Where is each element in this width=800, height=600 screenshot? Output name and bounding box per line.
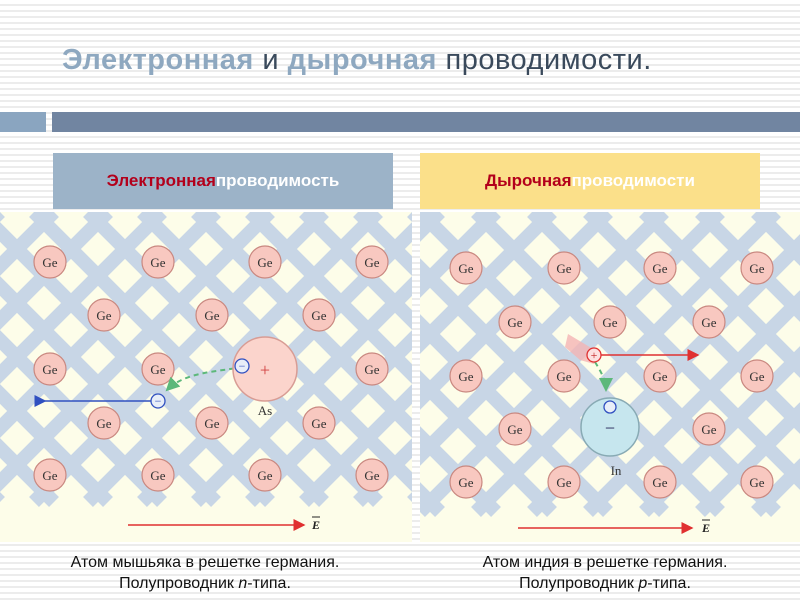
n-type-lattice-panel	[0, 212, 412, 542]
germanium-atom-label: Ge	[458, 261, 474, 276]
electronic-header-accent: Электронная	[106, 171, 216, 190]
germanium-atom-label: Ge	[311, 416, 327, 431]
germanium-atom-label: Ge	[749, 369, 765, 384]
germanium-atom-label: Ge	[652, 369, 668, 384]
p-type-letter: p	[638, 575, 648, 592]
germanium-atom-label: Ge	[150, 362, 166, 377]
germanium-atom	[548, 466, 580, 498]
germanium-atom	[450, 466, 482, 498]
n-type-caption-prefix: Полупроводник	[119, 575, 239, 592]
p-type-caption-line1: Атом индия в решетке германия.	[482, 554, 728, 571]
germanium-atom	[450, 252, 482, 284]
germanium-atom-label: Ge	[749, 261, 765, 276]
germanium-atom	[499, 306, 531, 338]
electronic-conductivity-header	[53, 153, 393, 209]
germanium-atom-label: Ge	[257, 468, 273, 483]
germanium-atom	[249, 246, 281, 278]
germanium-atom	[356, 246, 388, 278]
germanium-atom-label: Ge	[556, 475, 572, 490]
germanium-atom	[741, 252, 773, 284]
germanium-atom-label: Ge	[96, 308, 112, 323]
germanium-atom	[450, 360, 482, 392]
title-band-left	[0, 112, 46, 132]
germanium-atom	[196, 407, 228, 439]
n-type-lattice-diagram	[0, 212, 412, 542]
germanium-atom	[356, 459, 388, 491]
germanium-atom-label: Ge	[204, 308, 220, 323]
germanium-atom-label: Ge	[507, 422, 523, 437]
germanium-atom-label: Ge	[507, 315, 523, 330]
title-conductivity: проводимости.	[436, 44, 652, 76]
germanium-atom	[594, 306, 626, 338]
germanium-atom-label: Ge	[150, 468, 166, 483]
germanium-atom-label: Ge	[701, 422, 717, 437]
germanium-atom-label: Ge	[364, 255, 380, 270]
germanium-atom	[356, 353, 388, 385]
germanium-atom-label: Ge	[311, 308, 327, 323]
bound-electron-sign: −	[238, 359, 246, 373]
page-title	[62, 44, 652, 77]
n-type-caption	[10, 552, 400, 594]
p-type-lattice-panel	[420, 212, 800, 542]
title-hole: дырочная	[287, 44, 437, 76]
arsenic-charge: +	[259, 360, 271, 380]
germanium-atom-label: Ge	[652, 261, 668, 276]
germanium-atom	[303, 299, 335, 331]
germanium-atom	[142, 246, 174, 278]
germanium-atom	[249, 459, 281, 491]
field-label-right: E	[702, 521, 711, 535]
germanium-atom-label: Ge	[42, 362, 58, 377]
germanium-atom	[88, 299, 120, 331]
germanium-atom	[88, 407, 120, 439]
germanium-atom	[644, 360, 676, 392]
germanium-atom-label: Ge	[96, 416, 112, 431]
electronic-header-rest: проводимость	[215, 171, 340, 190]
hole-header-accent: Дырочная	[485, 171, 572, 190]
hole-conductivity-header	[420, 153, 760, 209]
germanium-atom-label: Ge	[364, 362, 380, 377]
n-type-caption-suffix: -типа.	[247, 575, 291, 592]
lattice-bond	[420, 212, 440, 512]
p-type-caption-suffix: -типа.	[647, 575, 691, 592]
lattice-bond	[420, 212, 440, 512]
n-type-caption-line2	[10, 573, 400, 594]
germanium-atom	[741, 360, 773, 392]
germanium-atom	[548, 360, 580, 392]
germanium-atom	[741, 466, 773, 498]
arsenic-label: As	[257, 403, 273, 418]
germanium-atom-label: Ge	[652, 475, 668, 490]
germanium-atom-label: Ge	[556, 261, 572, 276]
germanium-atom-label: Ge	[701, 315, 717, 330]
indium-charge: −	[604, 418, 616, 438]
hole-sign: +	[590, 348, 598, 362]
p-type-caption-line2	[405, 573, 800, 594]
germanium-atom-label: Ge	[257, 255, 273, 270]
germanium-atom-label: Ge	[556, 369, 572, 384]
germanium-atom	[142, 353, 174, 385]
p-type-caption-prefix: Полупроводник	[519, 575, 639, 592]
lattice-bond	[420, 212, 552, 512]
germanium-atom	[644, 466, 676, 498]
captured-electron	[604, 401, 616, 413]
lattice-bond	[420, 212, 552, 512]
germanium-atom	[693, 413, 725, 445]
title-and: и	[253, 44, 288, 76]
indium-label: In	[610, 463, 622, 478]
title-electronic: Электронная	[62, 44, 254, 76]
germanium-atom-label: Ge	[749, 475, 765, 490]
germanium-atom-label: Ge	[364, 468, 380, 483]
title-band-right	[52, 112, 800, 132]
germanium-atom	[34, 246, 66, 278]
germanium-atom	[548, 252, 580, 284]
germanium-atom	[693, 306, 725, 338]
germanium-atom	[196, 299, 228, 331]
n-type-letter: n	[238, 575, 248, 592]
germanium-atom	[303, 407, 335, 439]
free-electron-sign: −	[154, 394, 162, 408]
germanium-atom-label: Ge	[602, 315, 618, 330]
germanium-atom	[644, 252, 676, 284]
germanium-atom-label: Ge	[42, 468, 58, 483]
p-type-lattice-diagram	[420, 212, 800, 542]
hole-header-rest: проводимости	[571, 171, 695, 190]
germanium-atom-label: Ge	[458, 369, 474, 384]
germanium-atom	[34, 459, 66, 491]
germanium-atom-label: Ge	[42, 255, 58, 270]
p-type-caption	[405, 552, 800, 594]
n-type-caption-line1: Атом мышьяка в решетке германия.	[70, 554, 340, 571]
germanium-atom	[142, 459, 174, 491]
germanium-atom-label: Ge	[458, 475, 474, 490]
field-label-left: E	[312, 518, 321, 532]
germanium-atom	[499, 413, 531, 445]
germanium-atom-label: Ge	[204, 416, 220, 431]
germanium-atom	[34, 353, 66, 385]
germanium-atom-label: Ge	[150, 255, 166, 270]
